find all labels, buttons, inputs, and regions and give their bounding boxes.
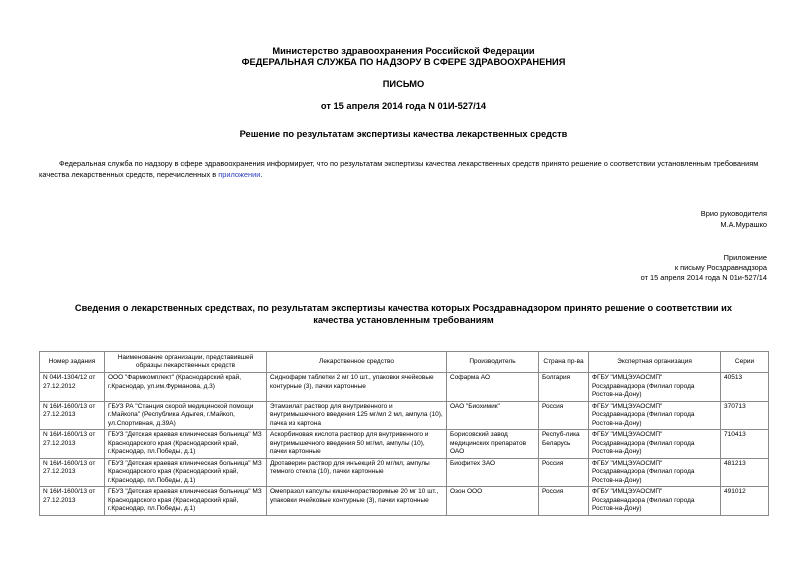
cell-country: Россия xyxy=(539,487,589,516)
cell-country: Россия xyxy=(539,458,589,487)
cell-task-number: N 16И-1600/13 от 27.12.2013 xyxy=(40,401,105,430)
cell-manufacturer: Биофитех ЗАО xyxy=(447,458,539,487)
appendix-title: Сведения о лекарственных средствах, по результатам экспертизы качества которых Росздравнадзором принято решение о соответствии их качества установленным требованиям xyxy=(74,303,733,325)
col-series: Серии xyxy=(721,352,769,373)
cell-expert-org: ФГБУ "ИМЦЭУАОСМП" Росздравнадзора (Филиал города Ростов-на-Дону) xyxy=(589,487,721,516)
table-header-row xyxy=(40,352,769,373)
cell-medicine: Омепразол капсулы кишечнорастворимые 20 мг 10 шт., упаковки ячейковые контурные (3), пачки картонные xyxy=(267,487,447,516)
cell-organization: ГБУЗ "Детская краевая клиническая больница" МЗ Краснодарского края (Краснодарский край, г.Краснодар, пл.Победы, д.1) xyxy=(105,430,267,459)
table-row xyxy=(40,430,769,459)
cell-expert-org: ФГБУ "ИМЦЭУАОСМП" Росздравнадзора (Филиал города Ростов-на-Дону) xyxy=(589,401,721,430)
cell-series: 491012 xyxy=(721,487,769,516)
cell-medicine: Сиднофарм таблетки 2 мг 10 шт., упаковки ячейковые контурные (3), пачки картонные xyxy=(267,373,447,402)
cell-task-number: N 04И-1304/12 от 27.12.2012 xyxy=(40,373,105,402)
cell-series: 370713 xyxy=(721,401,769,430)
table-row xyxy=(40,373,769,402)
medicines-table xyxy=(39,351,769,516)
cell-task-number: N 16И-1600/13 от 27.12.2013 xyxy=(40,430,105,459)
cell-organization: ООО "Фармкомплект" (Краснодарский край, г.Краснодар, ул.им.Фурманова, д.3) xyxy=(105,373,267,402)
cell-task-number: N 16И-1600/13 от 27.12.2013 xyxy=(40,487,105,516)
cell-medicine: Аскорбиновая кислота раствор для внутривенного и внутримышечного введения 50 мг/мл, ампулы (10), пачки картонные xyxy=(267,430,447,459)
ministry-name: Министерство здравоохранения Российской Федерации xyxy=(272,46,535,56)
cell-series: 40513 xyxy=(721,373,769,402)
col-country: Страна пр-ва xyxy=(539,352,589,373)
appendix-link[interactable]: приложении xyxy=(218,170,261,179)
cell-country: Респуб-лика Беларусь xyxy=(539,430,589,459)
appendix-letter-ref: к письму Росздравнадзора xyxy=(674,263,767,272)
cell-medicine: Этамзилат раствор для внутривенного и внутримышечного введения 125 мг/мл 2 мл, ампула (10), пачка из картона xyxy=(267,401,447,430)
cell-organization: ГБУЗ "Детская краевая клиническая больница" МЗ Краснодарского края (Краснодарский край, г.Краснодар, пл.Победы, д.1) xyxy=(105,487,267,516)
table-row xyxy=(40,458,769,487)
appendix-letter-date: от 15 апреля 2014 года N 01и-527/14 xyxy=(640,273,767,282)
service-name: ФЕДЕРАЛЬНАЯ СЛУЖБА ПО НАДЗОРУ В СФЕРЕ ЗДРАВООХРАНЕНИЯ xyxy=(241,57,566,67)
cell-country: Россия xyxy=(539,401,589,430)
table-row xyxy=(40,487,769,516)
signature-name: М.А.Мурашко xyxy=(720,220,767,229)
col-manufacturer: Производитель xyxy=(447,352,539,373)
cell-expert-org: ФГБУ "ИМЦЭУАОСМП" Росздравнадзора (Филиал города Ростов-на-Дону) xyxy=(589,373,721,402)
cell-manufacturer: Озон ООО xyxy=(447,487,539,516)
appendix-label: Приложение xyxy=(723,253,767,262)
cell-task-number: N 16И-1600/13 от 27.12.2013 xyxy=(40,458,105,487)
document-date: от 15 апреля 2014 года N 01И-527/14 xyxy=(320,101,487,111)
cell-manufacturer: Борисовский завод медицинских препаратов ОАО xyxy=(447,430,539,459)
col-medicine: Лекарственное средство xyxy=(267,352,447,373)
document-type: ПИСЬМО xyxy=(382,79,425,89)
col-task-number: Номер задания xyxy=(40,352,105,373)
cell-organization: ГБУЗ РА "Станция скорой медицинской помощи г.Майкопа" (Республика Адыгея, г.Майкоп, ул.Спортивная, д.39А) xyxy=(105,401,267,430)
document-subject: Решение по результатам экспертизы качества лекарственных средств xyxy=(239,129,568,139)
body-end: . xyxy=(260,170,263,179)
body-text: Федеральная служба по надзору в сфере здравоохранения информирует, что по результатам экспертизы качества лекарственных средств принято решение о соответствии установленным требованиям качества лекарственных средств, перечисленных в xyxy=(39,159,759,179)
cell-country: Болгария xyxy=(539,373,589,402)
table-row xyxy=(40,401,769,430)
cell-manufacturer: Софарма АО xyxy=(447,373,539,402)
cell-manufacturer: ОАО "Биохимик" xyxy=(447,401,539,430)
cell-expert-org: ФГБУ "ИМЦЭУАОСМП" Росздравнадзора (Филиал города Ростов-на-Дону) xyxy=(589,458,721,487)
body-paragraph xyxy=(39,158,768,180)
cell-series: 481213 xyxy=(721,458,769,487)
col-expert-org: Экспертная организация xyxy=(589,352,721,373)
cell-expert-org: ФГБУ "ИМЦЭУАОСМП" Росздравнадзора (Филиал города Ростов-на-Дону) xyxy=(589,430,721,459)
signature-position: Врио руководителя xyxy=(700,209,767,218)
cell-series: 710413 xyxy=(721,430,769,459)
cell-medicine: Дротаверин раствор для инъекций 20 мг/мл, ампулы темного стекла (10), пачки картонные xyxy=(267,458,447,487)
cell-organization: ГБУЗ "Детская краевая клиническая больница" МЗ Краснодарского края (Краснодарский край, г.Краснодар, пл.Победы, д.1) xyxy=(105,458,267,487)
col-organization: Наименование организации, представившей образцы лекарственных средств xyxy=(105,352,267,373)
